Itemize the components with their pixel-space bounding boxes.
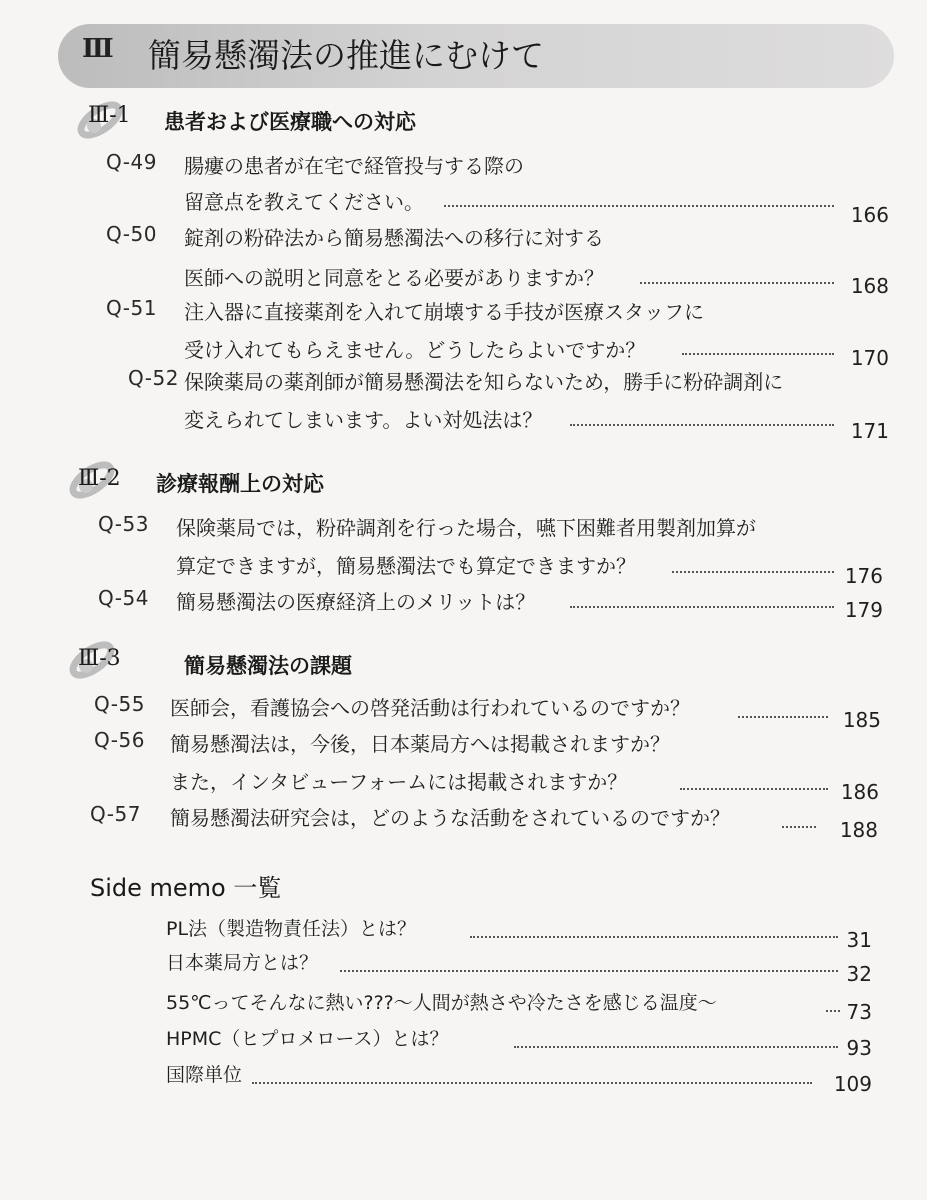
question-text: 留意点を教えてください。: [184, 190, 424, 214]
question-number: Q-54: [98, 586, 149, 610]
dot-leader: [340, 970, 838, 972]
dot-leader: [570, 606, 834, 608]
dot-leader: [444, 205, 834, 207]
question-text: また，インタビューフォームには掲載されますか？: [170, 770, 628, 794]
question-number: Q-51: [106, 296, 157, 320]
page-number: 93: [846, 1036, 872, 1060]
memo-item-text: 国際単位: [166, 1064, 243, 1086]
page-number: 179: [844, 598, 883, 622]
page-number: 170: [850, 346, 889, 370]
page-number: 176: [844, 564, 883, 588]
question-text: 保険薬局では，粉砕調剤を行った場合，嚥下困難者用製剤加算が: [176, 516, 756, 540]
question-text: 算定できますが，簡易懸濁法でも算定できますか？: [176, 554, 636, 578]
dot-leader: [782, 826, 816, 828]
memo-item-text: HPMC（ヒプロメロース）とは？: [166, 1028, 449, 1050]
section-number: Ⅲ-1: [88, 103, 131, 128]
question-number: Q-50: [106, 222, 157, 246]
chapter-title: 簡易懸濁法の推進にむけて: [148, 36, 544, 75]
dot-leader: [680, 788, 828, 790]
question-text: 保険薬局の薬剤師が簡易懸濁法を知らないため，勝手に粉砕調剤に: [184, 370, 784, 394]
question-number: Q-49: [106, 150, 157, 174]
question-text: 変えられてしまいます。よい対処法は？: [184, 408, 543, 432]
section-title: 簡易懸濁法の課題: [184, 654, 352, 678]
section-number: Ⅲ-3: [78, 646, 121, 671]
memo-item-text: 55℃ってそんなに熱い???～人間が熱さや冷たさを感じる温度～: [166, 992, 717, 1014]
question-number: Q-56: [94, 728, 145, 752]
question-text: 腸瘻の患者が在宅で経管投与する際の: [184, 154, 524, 178]
dot-leader: [514, 1046, 838, 1048]
question-text: 簡易懸濁法研究会は，どのような活動をされているのですか？: [170, 806, 730, 830]
question-text: 注入器に直接薬剤を入れて崩壊する手技が医療スタッフに: [184, 300, 704, 324]
side-memo-heading: Side memo 一覧: [90, 874, 282, 902]
dot-leader: [672, 571, 834, 573]
dot-leader: [640, 282, 834, 284]
page-number: 166: [850, 203, 889, 227]
memo-item-text: 日本薬局方とは？: [166, 952, 319, 974]
page-number: 188: [839, 818, 878, 842]
page-number: 109: [833, 1072, 872, 1096]
question-text: 錠剤の粉砕法から簡易懸濁法への移行に対する: [184, 226, 604, 250]
question-number: Q-52: [128, 366, 179, 390]
dot-leader: [738, 716, 828, 718]
question-text: 簡易懸濁法は，今後，日本薬局方へは掲載されますか？: [170, 732, 670, 756]
question-number: Q-53: [98, 512, 149, 536]
question-number: Q-57: [90, 802, 141, 826]
dot-leader: [470, 936, 838, 938]
question-text: 受け入れてもらえません。どうしたらよいですか？: [184, 338, 646, 362]
page-number: 73: [846, 1000, 872, 1024]
section-number: Ⅲ-2: [78, 466, 121, 491]
page-number: 31: [846, 928, 872, 952]
question-text: 医師への説明と同意をとる必要がありますか？: [184, 266, 604, 290]
section-title: 患者および医療職への対応: [164, 110, 416, 134]
page-number: 168: [850, 274, 889, 298]
page-number: 171: [850, 419, 889, 443]
question-text: 簡易懸濁法の医療経済上のメリットは？: [176, 590, 536, 614]
section-title: 診療報酬上の対応: [156, 472, 324, 496]
page-number: 32: [846, 962, 872, 986]
memo-item-text: PL法（製造物責任法）とは？: [166, 918, 417, 940]
dot-leader: [570, 424, 834, 426]
dot-leader: [252, 1082, 812, 1084]
question-number: Q-55: [94, 692, 145, 716]
chapter-number: Ⅲ: [82, 34, 114, 64]
dot-leader: [682, 353, 834, 355]
question-text: 医師会，看護協会への啓発活動は行われているのですか？: [170, 696, 690, 720]
page-number: 186: [840, 780, 879, 804]
page-number: 185: [842, 708, 881, 732]
